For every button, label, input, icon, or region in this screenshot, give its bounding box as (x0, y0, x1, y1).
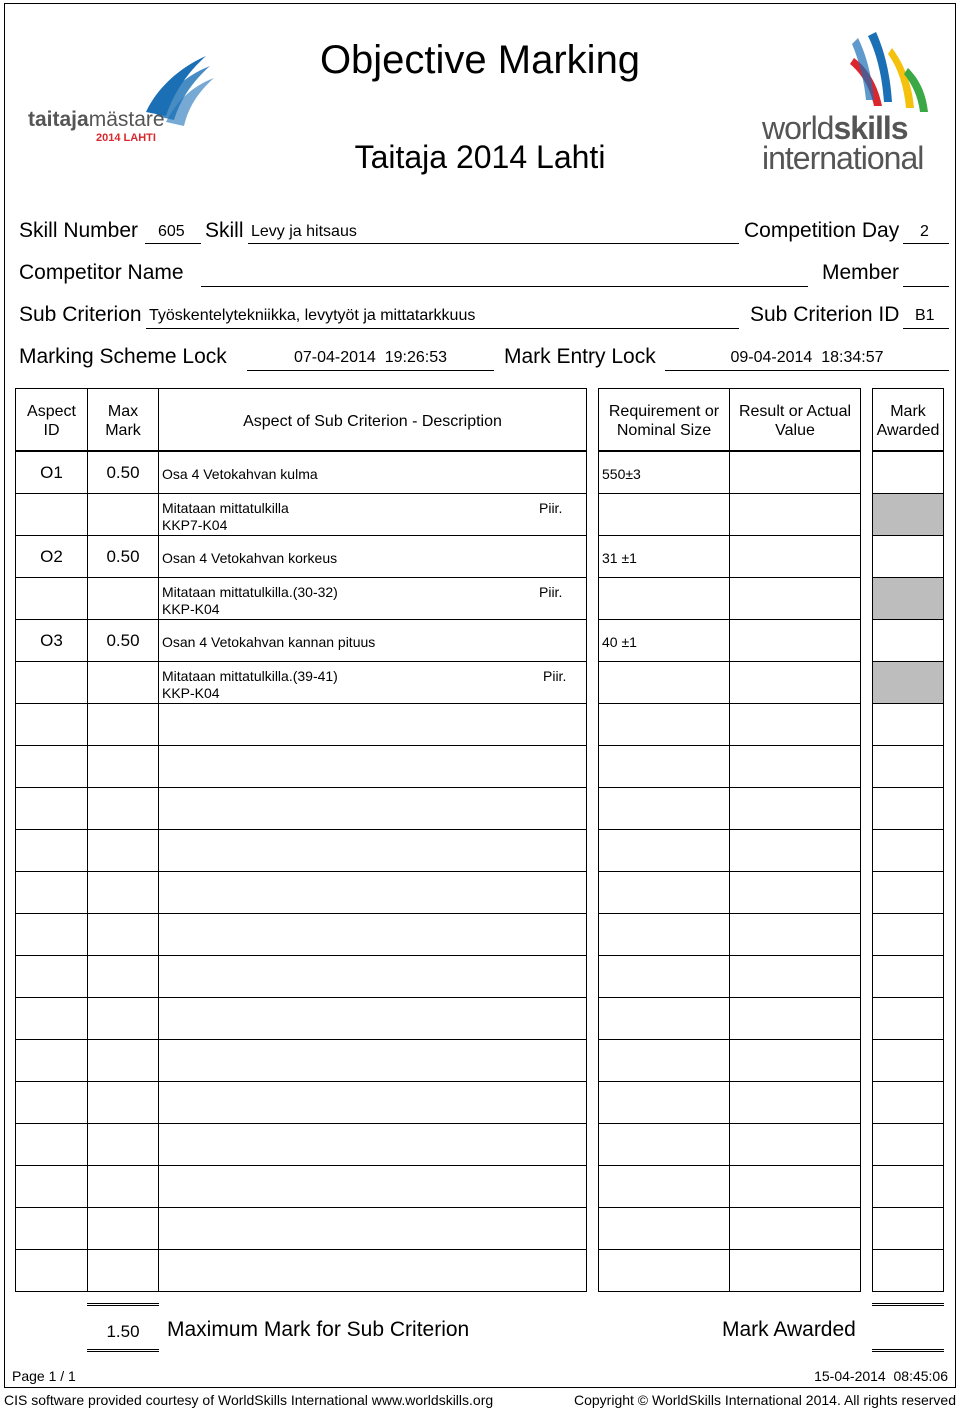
table-cell (598, 661, 730, 704)
member-line (903, 286, 949, 287)
competition-day-line (903, 243, 949, 244)
table-cell (15, 913, 88, 956)
aspect-requirement: 550±3 (602, 466, 641, 482)
aspect-reference: Piir. (539, 584, 563, 600)
header-max-mark-line2: Mark (105, 422, 141, 439)
table-cell[interactable] (729, 493, 861, 536)
aspect-reference: Piir. (543, 668, 567, 684)
table-cell (15, 1039, 88, 1082)
table-cell (87, 577, 159, 620)
header-aspect-id-line1: Aspect (27, 403, 76, 420)
aspect-max-mark: 0.50 (106, 547, 140, 566)
table-cell[interactable] (872, 871, 944, 914)
table-cell (158, 1207, 587, 1250)
aspect-requirement: 40 ±1 (602, 634, 637, 650)
table-cell[interactable] (872, 619, 944, 662)
sub-criterion-id-label: Sub Criterion ID (750, 303, 900, 326)
header-mark-awarded (872, 388, 944, 451)
max-total-rule-top (87, 1303, 159, 1306)
table-cell (158, 1165, 587, 1208)
table-cell[interactable] (729, 997, 861, 1040)
table-cell (87, 787, 159, 830)
max-mark-label: Maximum Mark for Sub Criterion (167, 1318, 470, 1341)
table-cell (15, 997, 88, 1040)
table-cell[interactable] (872, 1249, 944, 1292)
table-cell (87, 1081, 159, 1124)
competitor-name-label: Competitor Name (19, 261, 184, 284)
table-cell (87, 829, 159, 872)
table-cell (87, 1249, 159, 1292)
table-cell[interactable] (872, 1123, 944, 1166)
table-cell (158, 997, 587, 1040)
table-cell[interactable] (729, 451, 861, 494)
page-title: Objective Marking (319, 38, 641, 82)
table-cell (15, 955, 88, 998)
table-cell (598, 871, 730, 914)
table-cell (87, 1165, 159, 1208)
table-cell[interactable] (872, 913, 944, 956)
table-cell (158, 955, 587, 998)
header-result (729, 388, 861, 451)
page-number: Page 1 / 1 (12, 1368, 76, 1384)
taitaja-logo-text-a: taitaja (28, 108, 89, 131)
table-cell (598, 1081, 730, 1124)
awarded-total-rule-top (872, 1303, 944, 1306)
page-subtitle: Taitaja 2014 Lahti (354, 139, 606, 175)
worldskills-logo-text-b: skills (833, 110, 908, 146)
table-cell[interactable] (872, 661, 944, 704)
table-cell (87, 1039, 159, 1082)
table-cell[interactable] (729, 913, 861, 956)
table-cell (158, 871, 587, 914)
aspect-detail-line1: Mitataan mittatulkilla.(39-41) (162, 668, 338, 684)
table-cell (158, 1249, 587, 1292)
aspect-reference: Piir. (539, 500, 563, 516)
table-cell (15, 787, 88, 830)
aspect-detail-line2: KKP-K04 (162, 601, 220, 617)
table-cell (87, 913, 159, 956)
table-cell[interactable] (872, 1207, 944, 1250)
table-cell (87, 703, 159, 746)
table-cell (15, 1207, 88, 1250)
table-cell (598, 1123, 730, 1166)
table-cell[interactable] (729, 1123, 861, 1166)
table-cell (598, 1165, 730, 1208)
worldskills-logo-sub: international (762, 140, 924, 176)
aspect-id: O1 (40, 463, 63, 482)
table-cell[interactable] (872, 745, 944, 788)
table-cell[interactable] (872, 1165, 944, 1208)
footer-divider (4, 1387, 956, 1388)
table-cell[interactable] (872, 997, 944, 1040)
aspect-max-mark: 0.50 (106, 463, 140, 482)
table-cell (15, 829, 88, 872)
table-cell (87, 997, 159, 1040)
header-requirement-line2: Nominal Size (616, 422, 712, 439)
awarded-total-rule-bottom (872, 1349, 944, 1352)
table-cell[interactable] (872, 955, 944, 998)
table-cell (598, 1207, 730, 1250)
table-cell (87, 745, 159, 788)
table-cell[interactable] (729, 1165, 861, 1208)
competition-day-label: Competition Day (744, 219, 900, 242)
table-cell (598, 829, 730, 872)
marking-scheme-lock-value: 07-04-2014 19:26:53 (293, 349, 447, 366)
header-max-mark (87, 388, 159, 451)
max-total-value: 1.50 (106, 1322, 140, 1341)
aspect-requirement: 31 ±1 (602, 550, 637, 566)
aspect-detail-line1: Mitataan mittatulkilla (162, 500, 289, 516)
skill-number-value: 605 (158, 223, 185, 240)
table-cell (87, 871, 159, 914)
table-cell[interactable] (729, 1249, 861, 1292)
table-cell (87, 661, 159, 704)
header-aspect-id-line2: ID (43, 422, 60, 439)
table-cell (598, 997, 730, 1040)
aspect-id: O3 (40, 631, 63, 650)
table-cell (87, 955, 159, 998)
header-description (158, 388, 587, 451)
table-cell[interactable] (872, 1039, 944, 1082)
header-aspect-id (15, 388, 88, 451)
print-timestamp: 15-04-2014 08:45:06 (814, 1368, 948, 1384)
aspect-description: Osan 4 Vetokahvan korkeus (162, 550, 338, 566)
table-cell (15, 493, 88, 536)
table-cell (158, 1081, 587, 1124)
table-cell (87, 1123, 159, 1166)
table-cell (158, 1123, 587, 1166)
table-cell (87, 493, 159, 536)
table-cell (87, 1207, 159, 1250)
table-cell (15, 577, 88, 620)
table-cell (598, 493, 730, 536)
table-cell (158, 913, 587, 956)
aspect-id: O2 (40, 547, 63, 566)
aspect-description: Osa 4 Vetokahvan kulma (162, 466, 318, 482)
aspect-detail-line2: KKP7-K04 (162, 517, 228, 533)
footer-right-note: Copyright © WorldSkills International 2014. All rights reserved (573, 1392, 956, 1408)
max-total-rule-bottom (87, 1349, 159, 1352)
table-cell[interactable] (729, 787, 861, 830)
table-cell (15, 1249, 88, 1292)
header-requirement-line1: Requirement or (608, 403, 720, 420)
sub-criterion-value: Työskentelytekniikka, levytyöt ja mittatarkkuus (149, 307, 476, 324)
taitaja-logo-text-b: mästare (88, 108, 165, 131)
mark-entry-lock-line (665, 370, 949, 371)
header-mark-awarded-line1: Mark (890, 403, 926, 420)
table-cell (598, 1249, 730, 1292)
header-max-mark-line1: Max (107, 403, 139, 420)
marking-scheme-lock-line (247, 370, 494, 371)
mark-entry-lock-value: 09-04-2014 18:34:57 (730, 349, 884, 366)
table-cell[interactable] (872, 493, 944, 536)
table-cell[interactable] (872, 451, 944, 494)
table-cell (158, 787, 587, 830)
footer-left-note: CIS software provided courtesy of WorldSkills International www.worldskills.org (4, 1392, 494, 1408)
member-label: Member (822, 261, 900, 284)
table-cell (15, 1165, 88, 1208)
header-requirement (598, 388, 730, 451)
table-cell[interactable] (729, 535, 861, 578)
table-cell (15, 745, 88, 788)
table-cell (15, 703, 88, 746)
taitaja-logo-sub: 2014 LAHTI (96, 132, 156, 144)
table-cell (598, 577, 730, 620)
skill-line (248, 243, 739, 244)
table-cell[interactable] (872, 535, 944, 578)
table-cell (158, 829, 587, 872)
table-cell[interactable] (872, 703, 944, 746)
table-cell[interactable] (729, 1081, 861, 1124)
table-cell (15, 661, 88, 704)
table-cell[interactable] (729, 619, 861, 662)
worldskills-logo-text-a: world (762, 110, 834, 146)
table-cell[interactable] (872, 787, 944, 830)
table-cell (598, 955, 730, 998)
table-cell (158, 1039, 587, 1082)
header-result-line2: Value (775, 422, 815, 439)
mark-awarded-label: Mark Awarded (722, 1318, 856, 1341)
table-cell (598, 1039, 730, 1082)
table-cell (598, 745, 730, 788)
header-mark-awarded-line2: Awarded (876, 422, 940, 439)
table-cell[interactable] (729, 955, 861, 998)
table-cell (598, 703, 730, 746)
table-cell[interactable] (729, 829, 861, 872)
table-cell[interactable] (729, 577, 861, 620)
table-cell[interactable] (872, 829, 944, 872)
skill-number-label: Skill Number (19, 219, 139, 242)
mark-entry-lock-label: Mark Entry Lock (504, 345, 656, 368)
table-cell[interactable] (729, 703, 861, 746)
skill-label: Skill (205, 219, 244, 242)
table-cell (15, 1123, 88, 1166)
aspect-max-mark: 0.50 (106, 631, 140, 650)
sub-criterion-id-value: B1 (915, 307, 935, 324)
header-result-line1: Result or Actual (738, 403, 852, 420)
header-description-text: Aspect of Sub Criterion - Description (243, 413, 502, 430)
sub-criterion-label: Sub Criterion (19, 303, 142, 326)
table-cell[interactable] (729, 1207, 861, 1250)
table-cell (158, 745, 587, 788)
sub-criterion-id-line (903, 328, 949, 329)
marking-scheme-lock-label: Marking Scheme Lock (19, 345, 227, 368)
table-cell[interactable] (729, 1039, 861, 1082)
skill-value: Levy ja hitsaus (251, 223, 357, 240)
table-cell[interactable] (872, 1081, 944, 1124)
aspect-detail-line2: KKP-K04 (162, 685, 220, 701)
table-cell (598, 913, 730, 956)
table-cell[interactable] (872, 577, 944, 620)
table-cell[interactable] (729, 745, 861, 788)
aspect-description: Osan 4 Vetokahvan kannan pituus (162, 634, 376, 650)
sub-criterion-line (146, 328, 739, 329)
aspect-detail-line1: Mitataan mittatulkilla.(30-32) (162, 584, 338, 600)
skill-number-line (145, 243, 201, 244)
table-cell (598, 787, 730, 830)
table-cell (15, 871, 88, 914)
competition-day-value: 2 (920, 223, 929, 240)
table-cell (158, 703, 587, 746)
table-cell[interactable] (729, 871, 861, 914)
table-cell (15, 1081, 88, 1124)
table-cell[interactable] (729, 661, 861, 704)
competitor-name-line (201, 286, 808, 287)
